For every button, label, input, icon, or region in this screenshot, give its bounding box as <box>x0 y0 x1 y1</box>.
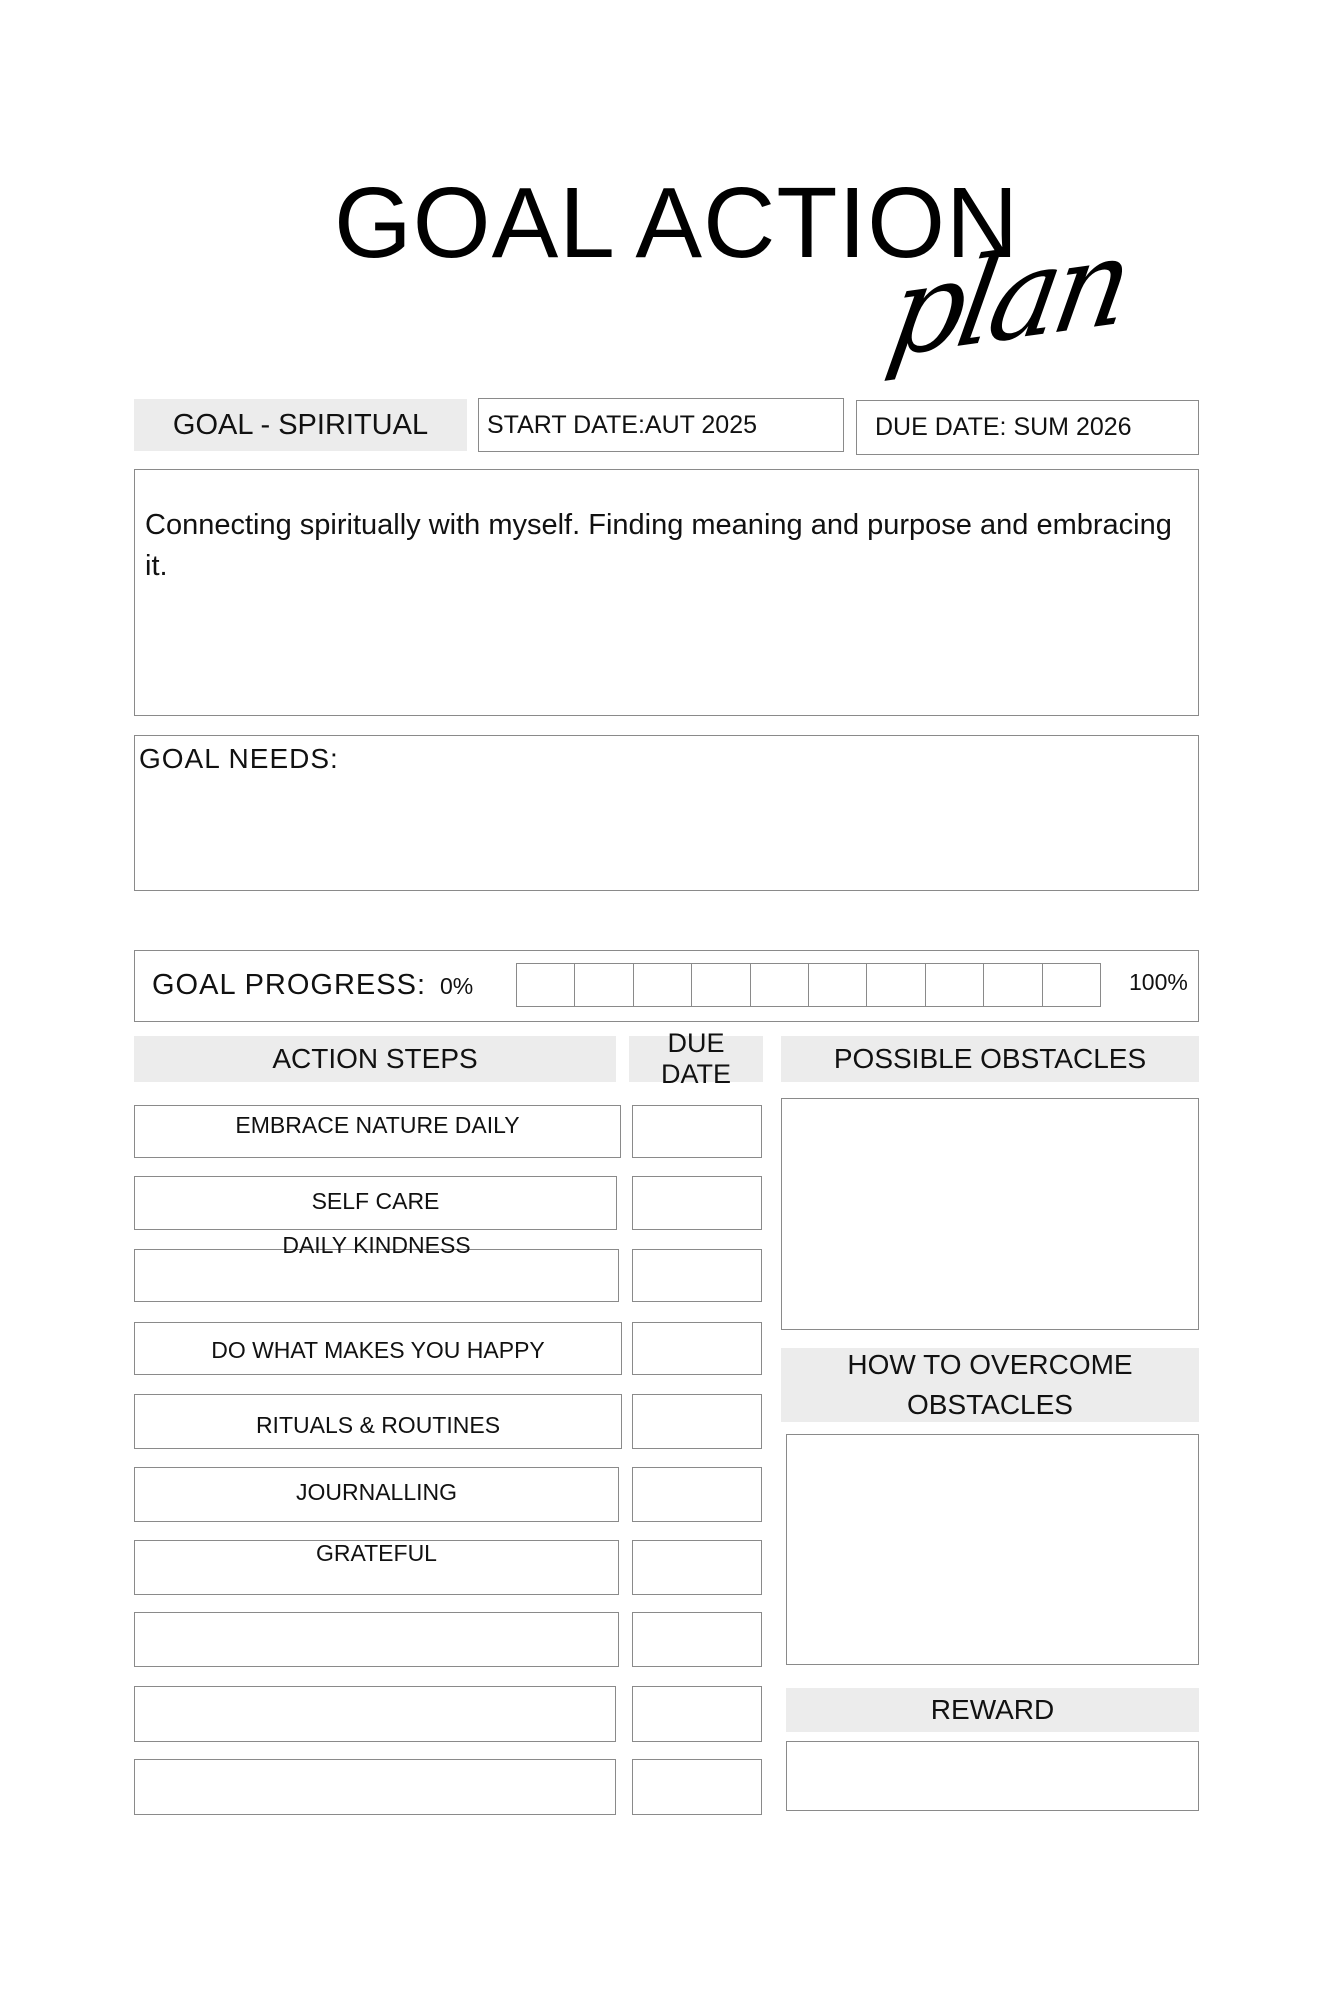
progress-segment[interactable] <box>750 964 808 1006</box>
action-step-due-field[interactable] <box>632 1612 762 1667</box>
action-step-text: RITUALS & ROUTINES <box>255 1412 501 1438</box>
action-step-text: GRATEFUL <box>316 1540 437 1566</box>
goal-needs-label: GOAL NEEDS: <box>139 743 339 774</box>
reward-header <box>786 1688 1199 1732</box>
action-step-field[interactable] <box>134 1759 616 1815</box>
goal-needs-field[interactable] <box>134 735 1199 891</box>
action-step-text: EMBRACE NATURE DAILY <box>235 1112 520 1138</box>
action-step-due-field[interactable] <box>632 1394 762 1449</box>
start-date-field[interactable] <box>478 398 844 452</box>
possible-obstacles-header <box>781 1036 1199 1082</box>
action-step-field[interactable] <box>134 1394 622 1449</box>
due-date-header <box>629 1028 763 1089</box>
action-step-text: JOURNALLING <box>295 1479 458 1505</box>
action-step-text: SELF CARE <box>311 1187 440 1214</box>
progress-segment[interactable] <box>691 964 749 1006</box>
progress-segment[interactable] <box>633 964 691 1006</box>
progress-segment[interactable] <box>866 964 924 1006</box>
possible-obstacles-field[interactable] <box>781 1098 1199 1330</box>
page-title: GOAL ACTION <box>334 167 1020 279</box>
action-steps-header-text: ACTION STEPS <box>272 1043 478 1074</box>
goal-progress-label: GOAL PROGRESS: <box>152 969 426 1001</box>
progress-bar[interactable] <box>516 963 1101 1007</box>
due-date-field[interactable] <box>856 400 1199 455</box>
action-step-field[interactable] <box>134 1612 619 1667</box>
action-steps-header <box>134 1036 616 1082</box>
due-date-text: DUE DATE: SUM 2026 <box>875 413 1132 441</box>
action-step-field[interactable] <box>134 1105 621 1158</box>
action-step-field[interactable] <box>134 1176 617 1230</box>
page-title-script: plan <box>878 209 1138 386</box>
progress-segment[interactable] <box>808 964 866 1006</box>
how-to-overcome-header <box>781 1348 1199 1422</box>
how-to-overcome-field[interactable] <box>786 1434 1199 1665</box>
progress-segment[interactable] <box>574 964 632 1006</box>
due-date-header-text: DUE DATE <box>660 1028 731 1089</box>
action-step-due-field[interactable] <box>632 1540 762 1595</box>
progress-segment[interactable] <box>925 964 983 1006</box>
progress-segment[interactable] <box>983 964 1041 1006</box>
goal-description-text: Connecting spiritually with myself. Finding meaning and purpose and embracing it. <box>145 509 1172 582</box>
action-step-field[interactable] <box>134 1686 616 1742</box>
action-step-field[interactable] <box>134 1232 619 1302</box>
progress-max-label: 100% <box>1129 969 1188 995</box>
goal-progress-section <box>134 950 1199 1022</box>
action-step-due-field[interactable] <box>632 1176 762 1230</box>
action-step-text: DAILY KINDNESS <box>282 1232 471 1258</box>
action-step-field[interactable] <box>134 1322 622 1375</box>
action-step-field[interactable] <box>134 1540 619 1595</box>
progress-segment[interactable] <box>517 964 574 1006</box>
how-to-overcome-header-text: HOW TO OVERCOME OBSTACLES <box>847 1349 1133 1420</box>
action-step-due-field[interactable] <box>632 1686 762 1742</box>
action-step-text: DO WHAT MAKES YOU HAPPY <box>211 1337 545 1363</box>
possible-obstacles-header-text: POSSIBLE OBSTACLES <box>833 1043 1147 1074</box>
action-step-due-field[interactable] <box>632 1467 762 1522</box>
action-step-field[interactable] <box>134 1467 619 1522</box>
progress-segment[interactable] <box>1042 964 1100 1006</box>
goal-label-text: GOAL - SPIRITUAL <box>172 408 429 441</box>
start-date-text: START DATE:AUT 2025 <box>487 410 758 439</box>
action-step-due-field[interactable] <box>632 1322 762 1375</box>
progress-min-label: 0% <box>440 973 474 999</box>
goal-label <box>134 399 467 451</box>
action-step-due-field[interactable] <box>632 1249 762 1302</box>
action-step-due-field[interactable] <box>632 1759 762 1815</box>
action-step-due-field[interactable] <box>632 1105 762 1158</box>
goal-description-field[interactable] <box>134 469 1199 716</box>
reward-field[interactable] <box>786 1741 1199 1811</box>
reward-header-text: REWARD <box>930 1694 1055 1725</box>
